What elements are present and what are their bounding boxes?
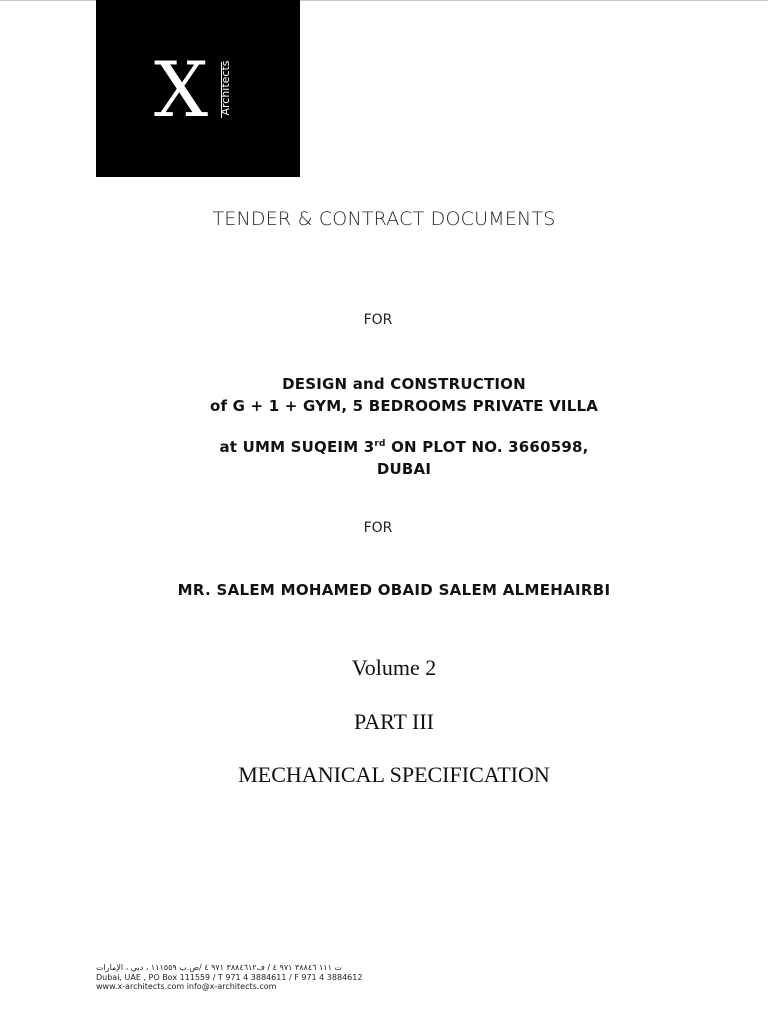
footer-contact bbox=[96, 963, 362, 992]
section-title: MECHANICAL SPECIFICATION bbox=[238, 762, 550, 787]
project-line-3 bbox=[20, 438, 768, 456]
footer-address: Dubai, UAE , PO Box 111559 / T 971 4 3884611 / F 971 4 3884612 bbox=[96, 972, 363, 982]
for-label-1: FOR bbox=[363, 312, 393, 328]
project-line-3-sup: rd bbox=[374, 439, 386, 449]
project-line-4: DUBAI bbox=[376, 460, 432, 478]
part-label: PART III bbox=[354, 709, 434, 734]
client-name: MR. SALEM MOHAMED OBAID SALEM ALMEHAIRBI bbox=[177, 581, 611, 599]
volume-label: Volume 2 bbox=[351, 655, 437, 680]
project-line-3-pre: at UMM SUQEIM 3 bbox=[219, 438, 375, 456]
project-line-1: DESIGN and CONSTRUCTION bbox=[282, 375, 526, 393]
document-title: TENDER & CONTRACT DOCUMENTS bbox=[212, 208, 556, 230]
for-label-2: FOR bbox=[363, 520, 393, 536]
project-line-3-post: ON PLOT NO. 3660598, bbox=[385, 438, 589, 456]
footer-arabic: ت ١١١ ٣٨٨٤٦ ٩٧١ ٤ / ف٣٨٨٤٦١٢ ٩٧١ ٤ /ص.ب ١١١٥٥٩ ، دبي ، الإمارات bbox=[96, 963, 342, 972]
project-line-2: of G + 1 + GYM, 5 BEDROOMS PRIVATE VILLA bbox=[209, 397, 599, 415]
footer-web: www.x-architects.com info@x-architects.com bbox=[96, 982, 277, 991]
logo bbox=[96, 0, 300, 177]
logo-word: Architects bbox=[219, 60, 232, 116]
logo-letter: X bbox=[154, 45, 209, 134]
